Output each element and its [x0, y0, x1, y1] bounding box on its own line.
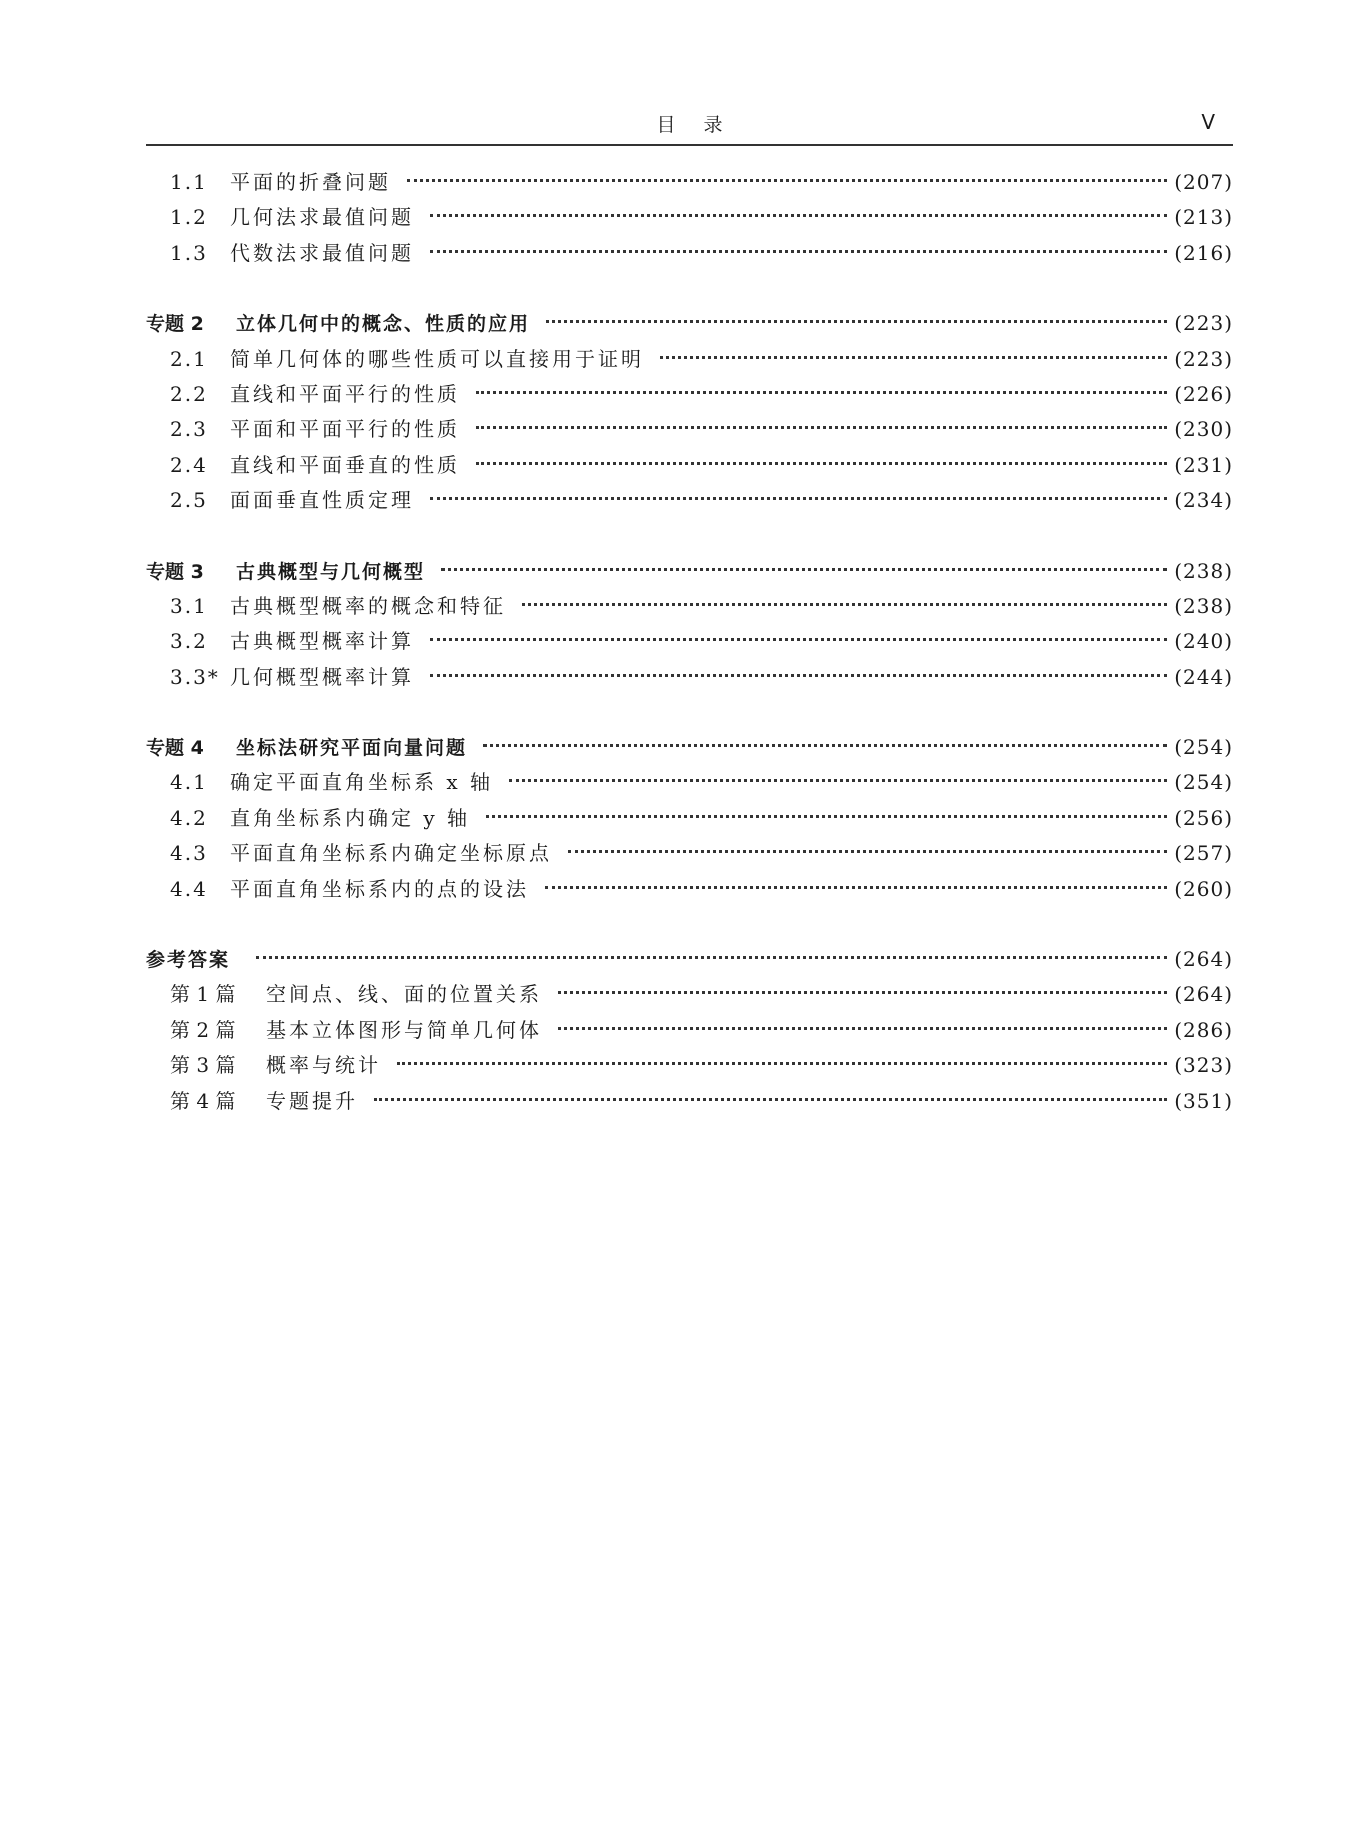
- dot-leader: [509, 759, 1167, 782]
- entry-page: (254): [1174, 770, 1233, 795]
- entry-title: 直角坐标系内确定 y 轴: [230, 805, 471, 830]
- entry-page: (238): [1174, 593, 1233, 618]
- entry-number: 第 3 篇: [170, 1053, 236, 1078]
- entry-number: 4.4: [170, 876, 208, 901]
- dot-leader: [441, 548, 1167, 571]
- entry-number: 2.2: [170, 381, 208, 406]
- dot-leader: [660, 336, 1167, 359]
- dot-leader: [545, 866, 1167, 889]
- dot-leader: [430, 654, 1167, 677]
- toc-entry[interactable]: [146, 873, 1233, 908]
- entry-number: 2.1: [170, 346, 208, 371]
- entry-number: 3.2: [170, 629, 208, 654]
- dot-leader: [430, 194, 1167, 217]
- header-divider: [146, 144, 1233, 146]
- section-number: 专题 3: [146, 560, 204, 583]
- entry-page: (256): [1174, 805, 1233, 830]
- entry-number: 4.1: [170, 770, 208, 795]
- entry-page: (216): [1174, 240, 1233, 265]
- entry-number: 3.3*: [170, 664, 220, 689]
- section-page: (238): [1174, 558, 1233, 583]
- toc-entry[interactable]: [146, 1085, 1233, 1120]
- entry-number: 第 1 篇: [170, 982, 236, 1007]
- entry-number: 1.1: [170, 170, 208, 194]
- entry-page: (213): [1174, 205, 1233, 230]
- dot-leader: [568, 830, 1167, 853]
- toc-entry[interactable]: [146, 661, 1233, 696]
- page-header: [146, 100, 1233, 144]
- entry-title: 直线和平面垂直的性质: [230, 452, 460, 477]
- entry-title: 专题提升: [266, 1088, 358, 1113]
- entry-page: (207): [1174, 170, 1233, 194]
- entry-number: 2.3: [170, 417, 208, 442]
- entry-number: 第 4 篇: [170, 1088, 236, 1113]
- dot-leader: [407, 159, 1167, 182]
- dot-leader: [546, 300, 1167, 323]
- entry-title: 几何法求最值问题: [230, 205, 414, 230]
- entry-title: 简单几何体的哪些性质可以直接用于证明: [230, 346, 644, 371]
- dot-leader: [558, 971, 1167, 994]
- entry-page: (231): [1174, 452, 1233, 477]
- entry-page: (257): [1174, 841, 1233, 866]
- entry-page: (323): [1174, 1053, 1233, 1078]
- section-title: 参考答案: [146, 949, 231, 972]
- entry-title: 几何概型概率计算: [230, 664, 414, 689]
- dot-leader: [430, 230, 1167, 253]
- entry-title: 确定平面直角坐标系 x 轴: [230, 770, 493, 795]
- toc-entry[interactable]: [146, 484, 1233, 519]
- dot-leader: [430, 477, 1167, 500]
- entry-number: 1.2: [170, 205, 208, 230]
- entry-title: 代数法求最值问题: [230, 240, 414, 265]
- dot-leader: [430, 618, 1167, 641]
- entry-title: 空间点、线、面的位置关系: [266, 982, 542, 1007]
- entry-number: 1.3: [170, 240, 208, 265]
- entry-number: 2.4: [170, 452, 208, 477]
- section-page: (264): [1174, 947, 1233, 972]
- dot-leader: [374, 1078, 1167, 1101]
- entry-title: 面面垂直性质定理: [230, 488, 414, 513]
- entry-page: (260): [1174, 876, 1233, 901]
- entry-title: 古典概型概率的概念和特征: [230, 593, 506, 618]
- entry-page: (234): [1174, 488, 1233, 513]
- entry-page: (351): [1174, 1088, 1233, 1113]
- header-page-number: V: [1201, 110, 1215, 134]
- dot-leader: [256, 936, 1167, 959]
- entry-page: (264): [1174, 982, 1233, 1007]
- entry-page: (244): [1174, 664, 1233, 689]
- section-page: (223): [1174, 311, 1233, 336]
- header-title: 目录: [656, 114, 751, 136]
- entry-page: (226): [1174, 381, 1233, 406]
- entry-title: 概率与统计: [266, 1053, 381, 1078]
- dot-leader: [558, 1007, 1167, 1030]
- entry-page: (286): [1174, 1017, 1233, 1042]
- entry-number: 4.3: [170, 841, 208, 866]
- entry-title: 平面和平面平行的性质: [230, 417, 460, 442]
- section-number: 专题 4: [146, 737, 204, 760]
- entry-title: 平面直角坐标系内确定坐标原点: [230, 841, 552, 866]
- entry-number: 4.2: [170, 805, 208, 830]
- dot-leader: [476, 371, 1167, 394]
- entry-title: 基本立体图形与简单几何体: [266, 1017, 542, 1042]
- entry-title: 平面的折叠问题: [230, 170, 391, 194]
- table-of-contents: [146, 166, 1233, 1120]
- dot-leader: [522, 583, 1167, 606]
- entry-number: 2.5: [170, 488, 208, 513]
- entry-page: (240): [1174, 629, 1233, 654]
- dot-leader: [483, 724, 1167, 747]
- entry-page: (223): [1174, 346, 1233, 371]
- section-title: 立体几何中的概念、性质的应用: [236, 313, 531, 336]
- entry-number: 第 2 篇: [170, 1017, 236, 1042]
- dot-leader: [476, 406, 1167, 429]
- section-number: 专题 2: [146, 313, 204, 336]
- dot-leader: [486, 795, 1167, 818]
- dot-leader: [397, 1042, 1167, 1065]
- section-page: (254): [1174, 735, 1233, 760]
- section-title: 古典概型与几何概型: [236, 560, 426, 583]
- section-title: 坐标法研究平面向量问题: [236, 737, 468, 760]
- entry-title: 直线和平面平行的性质: [230, 381, 460, 406]
- dot-leader: [476, 442, 1167, 465]
- entry-page: (230): [1174, 417, 1233, 442]
- entry-title: 古典概型概率计算: [230, 629, 414, 654]
- entry-title: 平面直角坐标系内的点的设法: [230, 876, 529, 901]
- toc-entry[interactable]: [146, 237, 1233, 272]
- entry-number: 3.1: [170, 593, 208, 618]
